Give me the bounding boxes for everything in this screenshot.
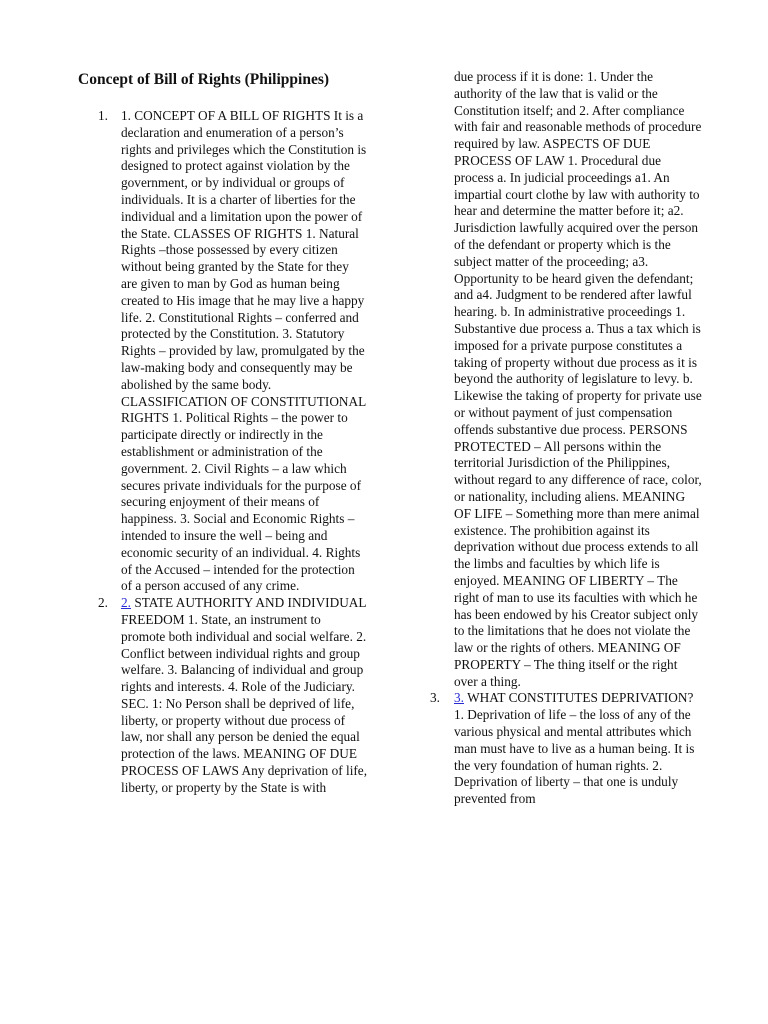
- list-item-text: WHAT CONSTITUTES DEPRIVATION? 1. Deprivation of life – the loss of any of the various physical and mental attributes which man must have to live as a human being. It is the very foundation of human rights. 2. Deprivation of liberty – that one is unduly prevented from: [454, 690, 695, 807]
- document-title: Concept of Bill of Rights (Philippines): [78, 71, 330, 88]
- list-item-number: 1.: [98, 108, 108, 123]
- list-item-1: [78, 108, 368, 595]
- list-item-2: [78, 595, 368, 797]
- list-item-2-continuation: due process if it is done: 1. Under the authority of the law that is valid or the Constitution itself; and 2. After compliance with fair and reasonable methods of procedure required by law. ASPECTS OF DUE PROCESS OF LAW 1. Procedural due process a. In judicial proceedings a1. An impartial court clothe by law with authority to hear and determine the matter before it; a2. Jurisdiction lawfully acquired over the person of the defendant or property which is the subject matter of the proceeding; a3. Opportunity to be heard given the defendant; and a4. Judgment to be rendered after lawful hearing. b. In administrative proceedings 1. Substantive due process a. Thus a tax which is imposed for a private purpose constitutes a taking of property without due process as it is beyond the authority of legislature to levy. b. Likewise the taking of property for private use or without payment of just compensation offends substantive due process. PERSONS PROTECTED – All persons within the territorial Jurisdiction of the Philippines, without regard to any difference of race, color, or nationality, including aliens. MEANING OF LIFE – Something more than mere animal existence. The prohibition against its deprivation without due process extends to all the limbs and faculties by which life is enjoyed. MEANING OF LIBERTY – The right of man to use its faculties with which he has been endowed by his Creator subject only to the limitations that he does not violate the law or the rights of others. MEANING OF PROPERTY – The thing itself or the right over a thing.: [454, 69, 702, 689]
- list-item-3: [430, 690, 702, 808]
- right-column: [430, 69, 702, 808]
- list-item-text: STATE AUTHORITY AND INDIVIDUAL FREEDOM 1. State, an instrument to promote both individual and social welfare. 2. Conflict between individual rights and group welfare. 3. Balancing of individual and group rights and interests. 4. Role of the Judiciary. SEC. 1: No Person shall be deprived of life, liberty, or property without due process of law, nor shall any person be denied the equal protection of the laws. MEANING OF DUE PROCESS OF LAWS Any deprivation of life, liberty, or property by the State is with: [121, 595, 368, 795]
- item-2-link[interactable]: 2.: [121, 595, 131, 611]
- list-item-number: 3.: [430, 690, 440, 706]
- left-column: [78, 70, 368, 797]
- list-item-number: 2.: [98, 595, 108, 611]
- list-item-text: 1. CONCEPT OF A BILL OF RIGHTS It is a declaration and enumeration of a person’s rights and privileges which the Constitution is designed to protect against violation by the government, or by individual or groups of individuals. It is a charter of liberties for the individual and a limitation upon the power of the State. CLASSES OF RIGHTS 1. Natural Rights –those possessed by every citizen without being granted by the State for they are given to man by God as human being created to His image that he may live a happy life. 2. Constitutional Rights – conferred and protected by the Constitution. 3. Statutory Rights – provided by law, promulgated by the law-making body and consequently may be abolished by the same body. CLASSIFICATION OF CONSTITUTIONAL RIGHTS 1. Political Rights – the power to participate directly or indirectly in the establishment or administration of the government. 2. Civil Rights – a law which secures private individuals for the purpose of securing enjoyment of their means of happiness. 3. Social and Economic Rights – intended to insure the well – being and economic security of an individual. 4. Rights of the Accused – intended for the protection of a person accused of any crime.: [121, 108, 367, 594]
- item-3-link[interactable]: 3.: [454, 690, 464, 706]
